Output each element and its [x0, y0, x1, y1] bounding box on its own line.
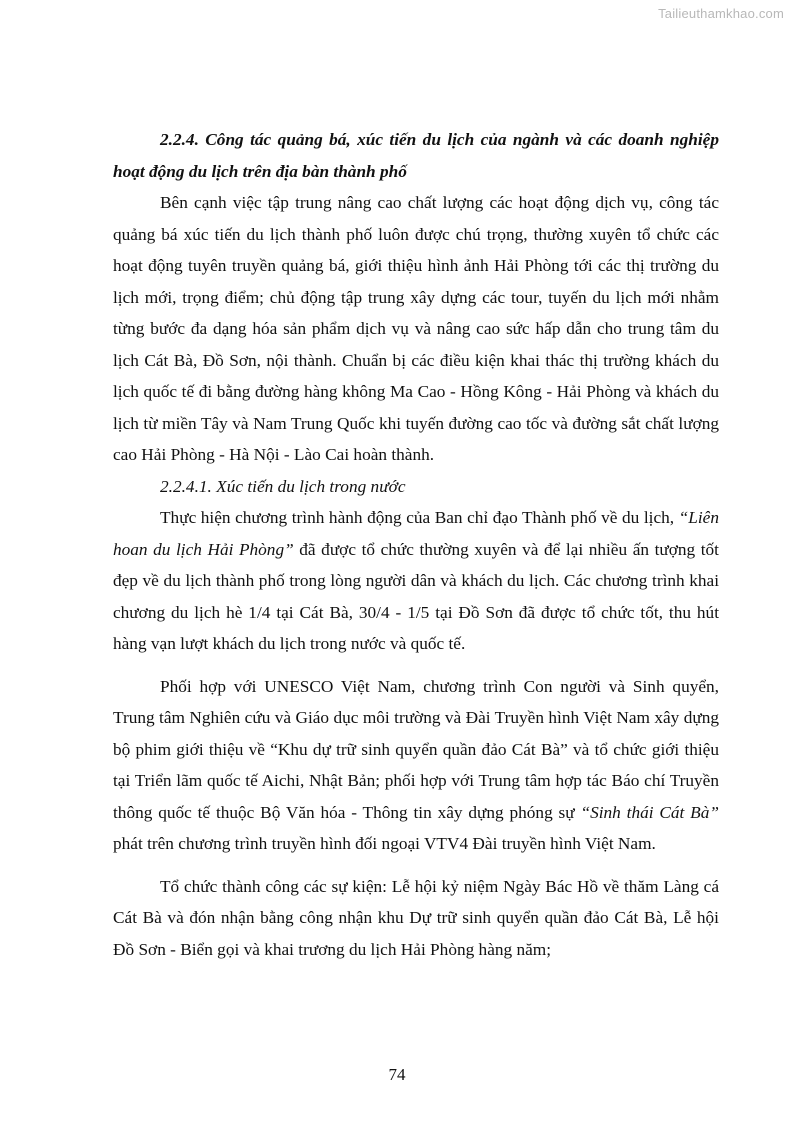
paragraph-festival-text-b: đã được tổ chức thường xuyên và để lại nhiều ấn tượng tốt đẹp về du lịch thành phố trong lòng người dân và khách du lịch. Các chương trình khai chương du lịch hè 1/4 tại Cát Bà, 30/4 - 1/5 tại Đồ Sơn đã được tổ chức tốt, thu hút hàng vạn lượt khách du lịch trong nước và quốc tế.	[113, 539, 719, 653]
paragraph-unesco	[113, 671, 719, 860]
section-heading: 2.2.4. Công tác quảng bá, xúc tiến du lịch của ngành và các doanh nghiệp hoạt động du lịch trên địa bàn thành phố	[113, 130, 719, 181]
paragraph-festival-text-a: Thực hiện chương trình hành động của Ban chỉ đạo Thành phố về du lịch,	[160, 508, 679, 527]
paragraph-unesco-text-a: Phối hợp với UNESCO Việt Nam, chương trình Con người và Sinh quyển, Trung tâm Nghiên cứu và Giáo dục môi trường và Đài Truyền hình Việt Nam xây dựng bộ phim giới thiệu về “Khu dự trữ sinh quyển quần đảo Cát Bà” và tổ chức giới thiệu tại Triển lãm quốc tế Aichi, Nhật Bản; phối hợp với Trung tâm hợp tác Báo chí Truyền thông quốc tế thuộc Bộ Văn hóa - Thông tin xây dựng phóng sự	[113, 676, 719, 822]
watermark: Tailieuthamkhao.com	[658, 6, 784, 21]
paragraph-events: Tổ chức thành công các sự kiện: Lễ hội kỷ niệm Ngày Bác Hồ về thăm Làng cá Cát Bà và đón nhận bằng công nhận khu Dự trữ sinh quyển quần đảo Cát Bà, Lễ hội Đồ Sơn - Biển gọi và khai trương du lịch Hải Phòng hàng năm;	[113, 876, 719, 959]
page-body	[113, 124, 719, 965]
paragraph-unesco-text-b: phát trên chương trình truyền hình đối ngoại VTV4 Đài truyền hình Việt Nam.	[113, 834, 656, 853]
paragraph-intro: Bên cạnh việc tập trung nâng cao chất lượng các hoạt động dịch vụ, công tác quảng bá xúc tiến du lịch thành phố luôn được chú trọng, thường xuyên tổ chức các hoạt động tuyên truyền quảng bá, giới thiệu hình ảnh Hải Phòng tới các thị trường du lịch mới, trọng điểm; chủ động tập trung xây dựng các tour, tuyến du lịch mới nhằm từng bước đa dạng hóa sản phẩm dịch vụ và nâng cao sức hấp dẫn cho trung tâm du lịch Cát Bà, Đồ Sơn, nội thành. Chuẩn bị các điều kiện khai thác thị trường khách du lịch quốc tế đi bằng đường hàng không Ma Cao - Hồng Kông - Hải Phòng và khách du lịch từ miền Tây và Nam Trung Quốc khi tuyến đường cao tốc và đường sắt chất lượng cao Hải Phòng - Hà Nội - Lào Cai hoàn thành.	[113, 193, 719, 464]
festival-name: “Liên hoan du lịch Hải Phòng”	[113, 508, 719, 559]
report-title: “Sinh thái Cát Bà”	[580, 802, 719, 822]
sub-heading: 2.2.4.1. Xúc tiến du lịch trong nước	[160, 476, 406, 496]
paragraph-festival	[113, 502, 719, 660]
page-number: 74	[388, 1065, 406, 1084]
